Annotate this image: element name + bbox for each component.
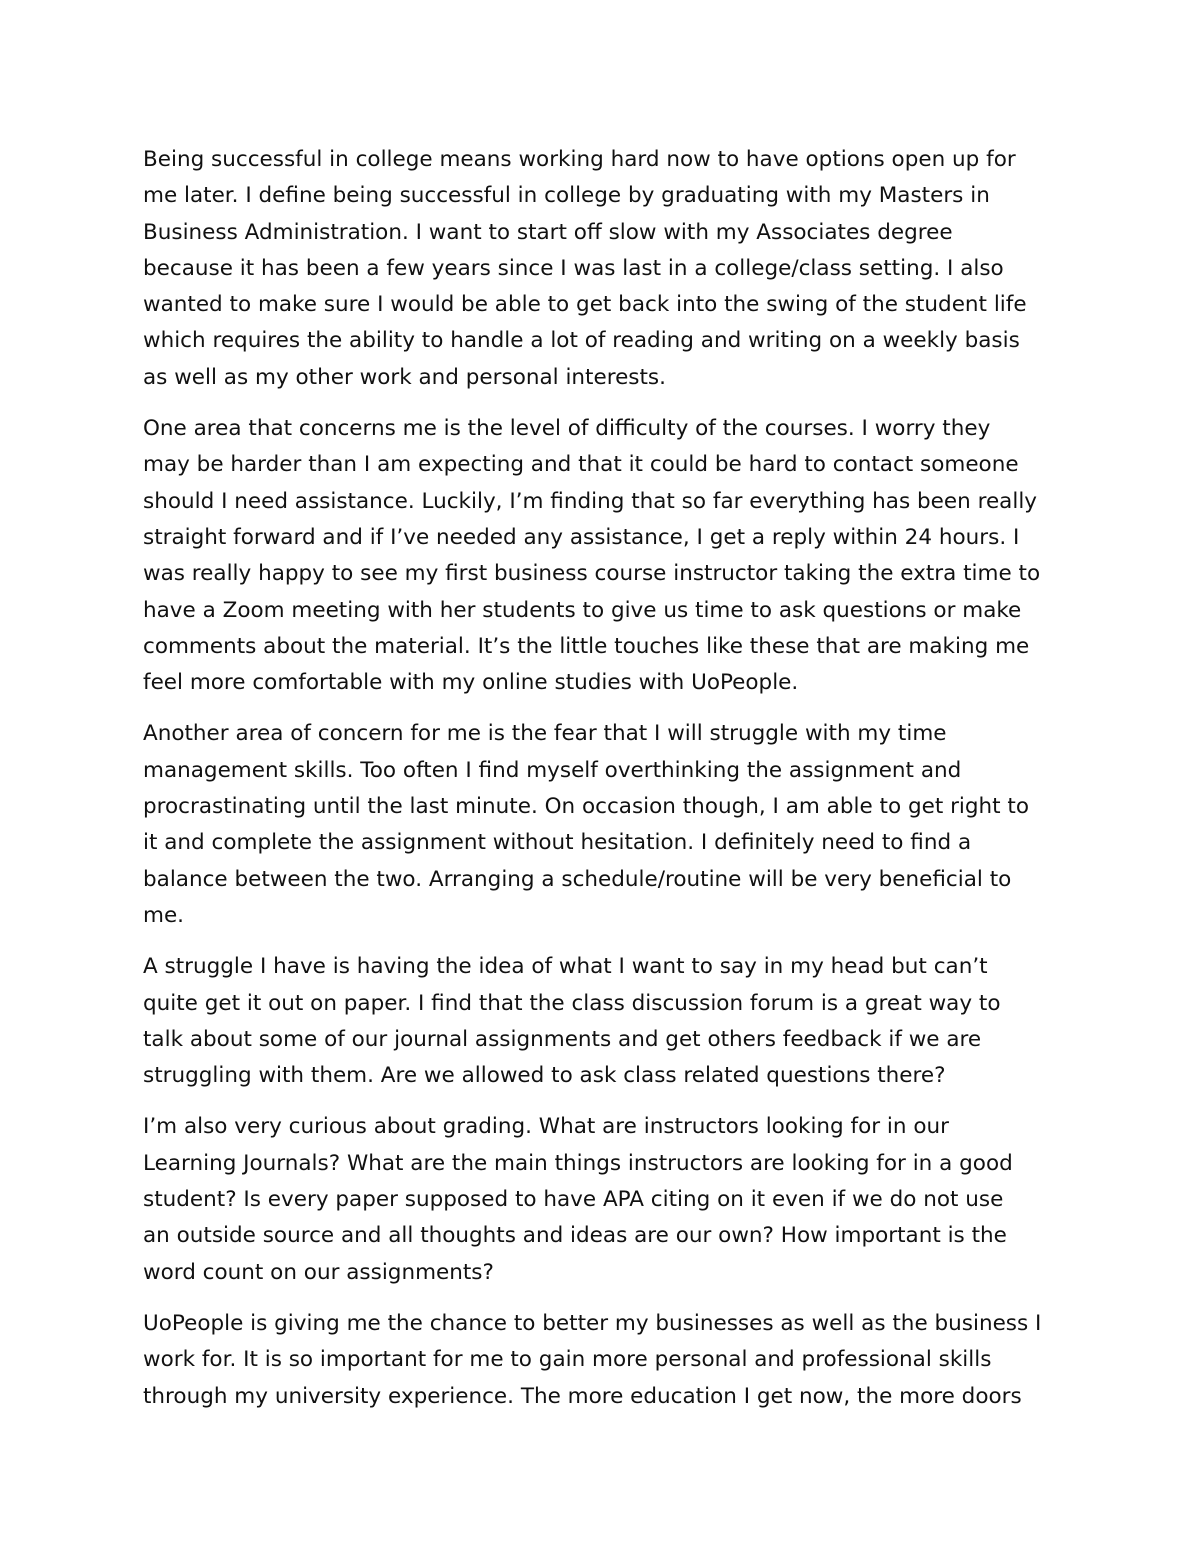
text-line: wanted to make sure I would be able to get back into the swing of the student life (143, 292, 1027, 318)
text-line: talk about some of our journal assignments and get others feedback if we are (143, 1026, 982, 1052)
text-line: may be harder than I am expecting and that it could be hard to contact someone (143, 452, 1019, 478)
text-line: quite get it out on paper. I find that the class discussion forum is a great way to (143, 990, 1001, 1016)
text-line: was really happy to see my first business course instructor taking the extra time to (143, 561, 1041, 587)
text-line: balance between the two. Arranging a schedule/routine will be very beneficial to (143, 866, 1012, 892)
text-line: as well as my other work and personal interests. (143, 364, 666, 390)
text-line: feel more comfortable with my online studies with UoPeople. (143, 670, 799, 696)
text-line: Learning Journals? What are the main things instructors are looking for in a good (143, 1150, 1013, 1176)
text-line: work for. It is so important for me to gain more personal and professional skills (143, 1347, 992, 1373)
paragraph-time-management (143, 716, 1073, 934)
text-line: I’m also very curious about grading. What are instructors looking for in our (143, 1114, 949, 1140)
text-line: Business Administration. I want to start off slow with my Associates degree (143, 219, 953, 245)
text-line: because it has been a few years since I was last in a college/class setting. I also (143, 255, 1004, 281)
text-line: straight forward and if I’ve needed any assistance, I get a reply within 24 hours. I (143, 524, 1020, 550)
text-line: have a Zoom meeting with her students to give us time to ask questions or make (143, 597, 1022, 623)
text-line: me. (143, 902, 185, 928)
text-line: UoPeople is giving me the chance to better my businesses as well as the business I (143, 1310, 1042, 1336)
text-line: an outside source and all thoughts and ideas are our own? How important is the (143, 1223, 1007, 1249)
paragraph-grading-questions (143, 1109, 1073, 1290)
text-line: struggling with them. Are we allowed to ask class related questions there? (143, 1063, 946, 1089)
paragraph-writing-struggle (143, 949, 1073, 1094)
text-line: which requires the ability to handle a lot of reading and writing on a weekly basis (143, 328, 1020, 354)
paragraph-uopeople-opportunity (143, 1306, 1073, 1415)
document-body (143, 142, 1073, 1430)
text-line: procrastinating until the last minute. On occasion though, I am able to get right to (143, 794, 1030, 820)
text-line: it and complete the assignment without hesitation. I definitely need to find a (143, 830, 972, 856)
text-line: should I need assistance. Luckily, I’m finding that so far everything has been really (143, 488, 1038, 514)
text-line: comments about the material. It’s the little touches like these that are making me (143, 633, 1030, 659)
text-line: me later. I define being successful in college by graduating with my Masters in (143, 183, 990, 209)
text-line: word count on our assignments? (143, 1259, 494, 1285)
text-line: One area that concerns me is the level of difficulty of the courses. I worry they (143, 416, 991, 442)
text-line: A struggle I have is having the idea of what I want to say in my head but can’t (143, 954, 988, 980)
text-line: student? Is every paper supposed to have APA citing on it even if we do not use (143, 1187, 1004, 1213)
text-line: through my university experience. The more education I get now, the more doors (143, 1383, 1022, 1409)
text-line: Being successful in college means working hard now to have options open up for (143, 147, 1016, 172)
paragraph-success-definition (143, 142, 1073, 396)
text-line: management skills. Too often I find myself overthinking the assignment and (143, 757, 962, 783)
text-line: Another area of concern for me is the fear that I will struggle with my time (143, 721, 947, 747)
paragraph-course-difficulty (143, 411, 1073, 701)
